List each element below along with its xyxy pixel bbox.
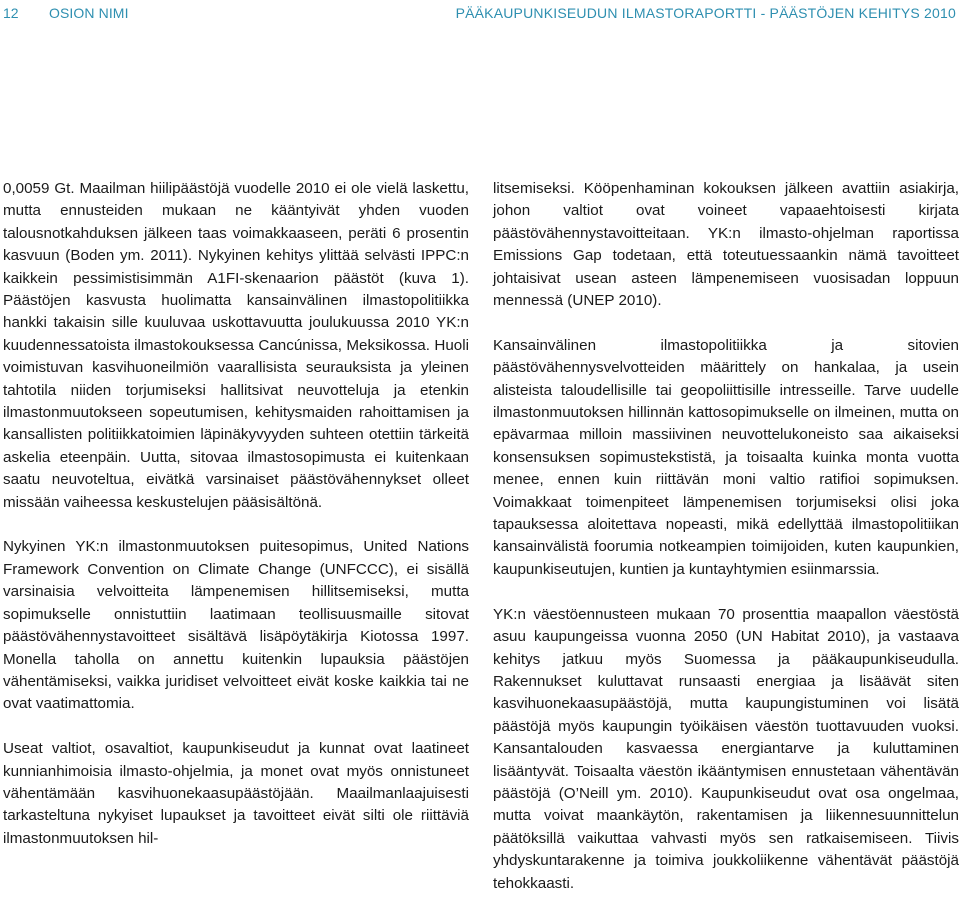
page-header: [0, 2, 960, 26]
body-paragraph: 0,0059 Gt. Maailman hiilipäästöjä vuodelle 2010 ei ole vielä laskettu, mutta ennusteiden mukaan ne kääntyivät yhden vuoden talousnotkahduksen jälkeen taas voimakkaaseen, peräti 6 prosentin kasvuun (Boden ym. 2011). Nykyinen kehitys ylittää selvästi IPPC:n kaikkein pessimistisimmän A1FI-skenaarion päästöt (kuva 1). Päästöjen kasvusta huolimatta kansainvälinen ilmastopolitiikka hankki takaisin sille kuuluvaa uskottavuutta joulukuussa 2010 YK:n kuudennessatoista ilmastokouksessa Cancúnissa, Meksikossa. Huoli voimistuvan kasvihuoneilmiön vaarallisista seurauksista ja yleinen tahtotila niiden torjumiseksi hallitsivat neuvotteluja ja etenkin ilmastonmuutokseen sopeutumisen, kehitysmaiden rahoittamisen ja kansallisten politiikkatoimien läpinäkyvyyden suhteen otettiin tärkeitä askelia eteenpäin. Uutta, sitovaa ilmastosopimusta ei kuitenkaan saatu neuvoteltua, eivätkä varsinaiset päästövähennykset olleet missään vaiheessa keskustelujen pääsisältönä.: [3, 180, 469, 511]
report-title: PÄÄKAUPUNKISEUDUN ILMASTORAPORTTI - PÄÄSTÖJEN KEHITYS 2010: [455, 5, 956, 21]
body-paragraph: YK:n väestöennusteen mukaan 70 prosenttia maapallon väestöstä asuu kaupungeissa vuonna 2050 (UN Habitat 2010), ja vastaava kehitys jatkuu myös Suomessa ja pääkaupunkiseudulla. Rakennukset kuluttavat runsaasti energiaa ja lisäävät siten kasvihuonekaasupäästöjä, mutta kaupungistuminen voi lisätä päästöjä myös kaupungin työikäisen väestön tuottavuuden vuoksi. Kansantalouden kasvaessa energiantarve ja kuluttaminen lisääntyvät. Toisaalta väestön ikääntymisen ennustetaan vähentävän päästöjä (O’Neill ym. 2010). Kaupunkiseudut ovat osa ongelmaa, mutta voivat maankäytön, rakentamisen ja liikennesuunnittelun päätöksillä vaikuttaa vahvasti myös sen ratkaisemiseen. Tiivis yhdyskuntarakenne ja toimiva joukkoliikenne vähentävät päästöjä tehokkaasti.: [493, 605, 959, 892]
body-paragraph: Nykyinen YK:n ilmastonmuutoksen puitesopimus, United Nations Framework Convention on Climate Change (UNFCCC), ei sisällä varsinaisia velvoitteita lämpenemisen hillitsemiseksi, mutta sopimukselle onnistuttiin laatimaan teollisuusmaille sitovat päästövähennystavoitteet sisältävä lisäpöytäkirja Kiotossa 1997. Monella taholla on annettu kuitenkin lupauksia päästöjen vähentämiseksi, vaikka juridiset velvoitteet eivät koske kaikkia tai ne ovat vaatimattomia.: [3, 538, 469, 713]
left-column: [3, 178, 469, 873]
body-paragraph: Useat valtiot, osavaltiot, kaupunkiseudut ja kunnat ovat laatineet kunnianhimoisia ilmasto-ohjelmia, ja monet ovat myös onnistuneet vähentämään kasvihuonekaasupäästöjään. Maailmanlaajuisesti tarkasteltuna nykyiset lupaukset ja tavoitteet eivät silti ole riittäviä ilmastonmuutoksen hil-: [3, 740, 469, 847]
page-number: 12: [3, 5, 19, 21]
body-paragraph: Kansainvälinen ilmastopolitiikka ja sitovien päästövähennysvelvotteiden määrittely on hankalaa, ja usein alisteista taloudellisille tai geopoliittisille intresseille. Tarve uudelle ilmastonmuutoksen hillinnän kattosopimukselle on ilmeinen, mutta on epävarmaa milloin massiivinen neuvottelukoneisto saa aikaiseksi konsensuksen sopimustekstistä, ja toisaalta kuinka monta vuotta menee, ennen kuin riittävän moni valtio ratifioi sopimuksen. Voimakkaat toimenpiteet lämpenemisen torjumiseksi olisi joka tapauksessa aloitettava nopeasti, mikä edellyttää ilmastopolitiikan kansainvälistä foorumia notkeampien toimijoiden, kuten kaupunkien, kaupunkiseutujen, kuntien ja kuntayhtymien esiinmarssia.: [493, 336, 959, 578]
body-paragraph: litsemiseksi. Kööpenhaminan kokouksen jälkeen avattiin asiakirja, johon valtiot ovat voineet vapaaehtoisesti kirjata päästövähennystavoitteitaan. YK:n ilmasto-ohjelman raportissa Emissions Gap todetaan, että toteutuessaankin nämä tavoitteet johtaisivat usean asteen lämpenemiseen vuosisadan loppuun mennessä (UNEP 2010).: [493, 180, 959, 310]
right-column: [493, 178, 959, 907]
section-name: OSION NIMI: [49, 5, 129, 21]
